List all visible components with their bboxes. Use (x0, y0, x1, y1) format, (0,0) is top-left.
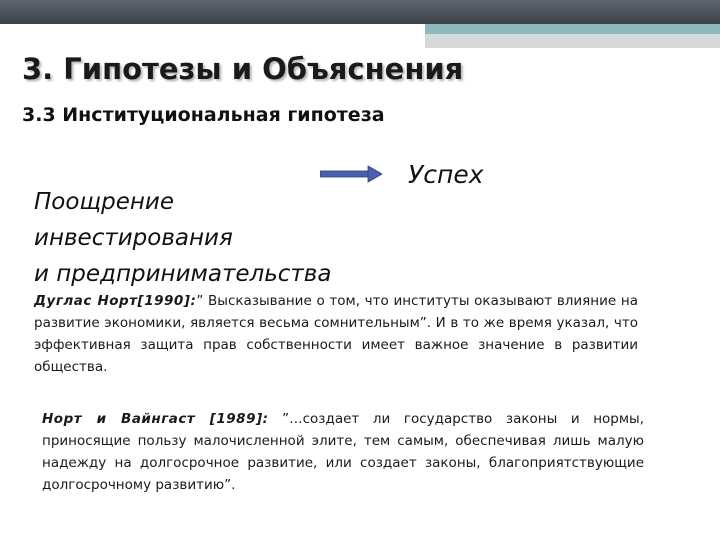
quote-north-1990 (34, 290, 638, 378)
quote-author: Норт и Вайнгаст [1989]: (42, 411, 269, 427)
accent-bar-teal (425, 24, 720, 34)
accent-bar-grey (425, 34, 720, 48)
right-arrow-icon (320, 165, 382, 183)
success-label: Успех (408, 160, 484, 189)
quote-text: ” Высказывание о том, что институты оказывают влияние на развитие экономики, является весьма сомнительным”. И в то же время указал, что эффективная защита прав собственности имеет важное значение в развитии общества. (34, 293, 638, 375)
quote-author: Дуглас Норт[1990]: (34, 293, 197, 309)
slide-subtitle: 3.3 Институциональная гипотеза (22, 104, 385, 126)
quote-text: ”…создает ли государство законы и нормы, приносящие пользу малочисленной элите, тем самым, обеспечивая лишь малую надежду на долгосрочное развитие, или создает законы, благоприятствующие долгосрочному развитию”. (42, 411, 645, 493)
top-bar (0, 0, 720, 24)
slide-title: 3. Гипотезы и Объяснения (22, 52, 464, 86)
incentive-label (34, 184, 331, 292)
quote-north-weingast-1989 (42, 408, 644, 496)
incentive-label-line: и предпринимательства (34, 261, 332, 287)
incentive-label-line: инвестирования (34, 225, 233, 251)
incentive-label-line: Поощрение (34, 189, 174, 215)
